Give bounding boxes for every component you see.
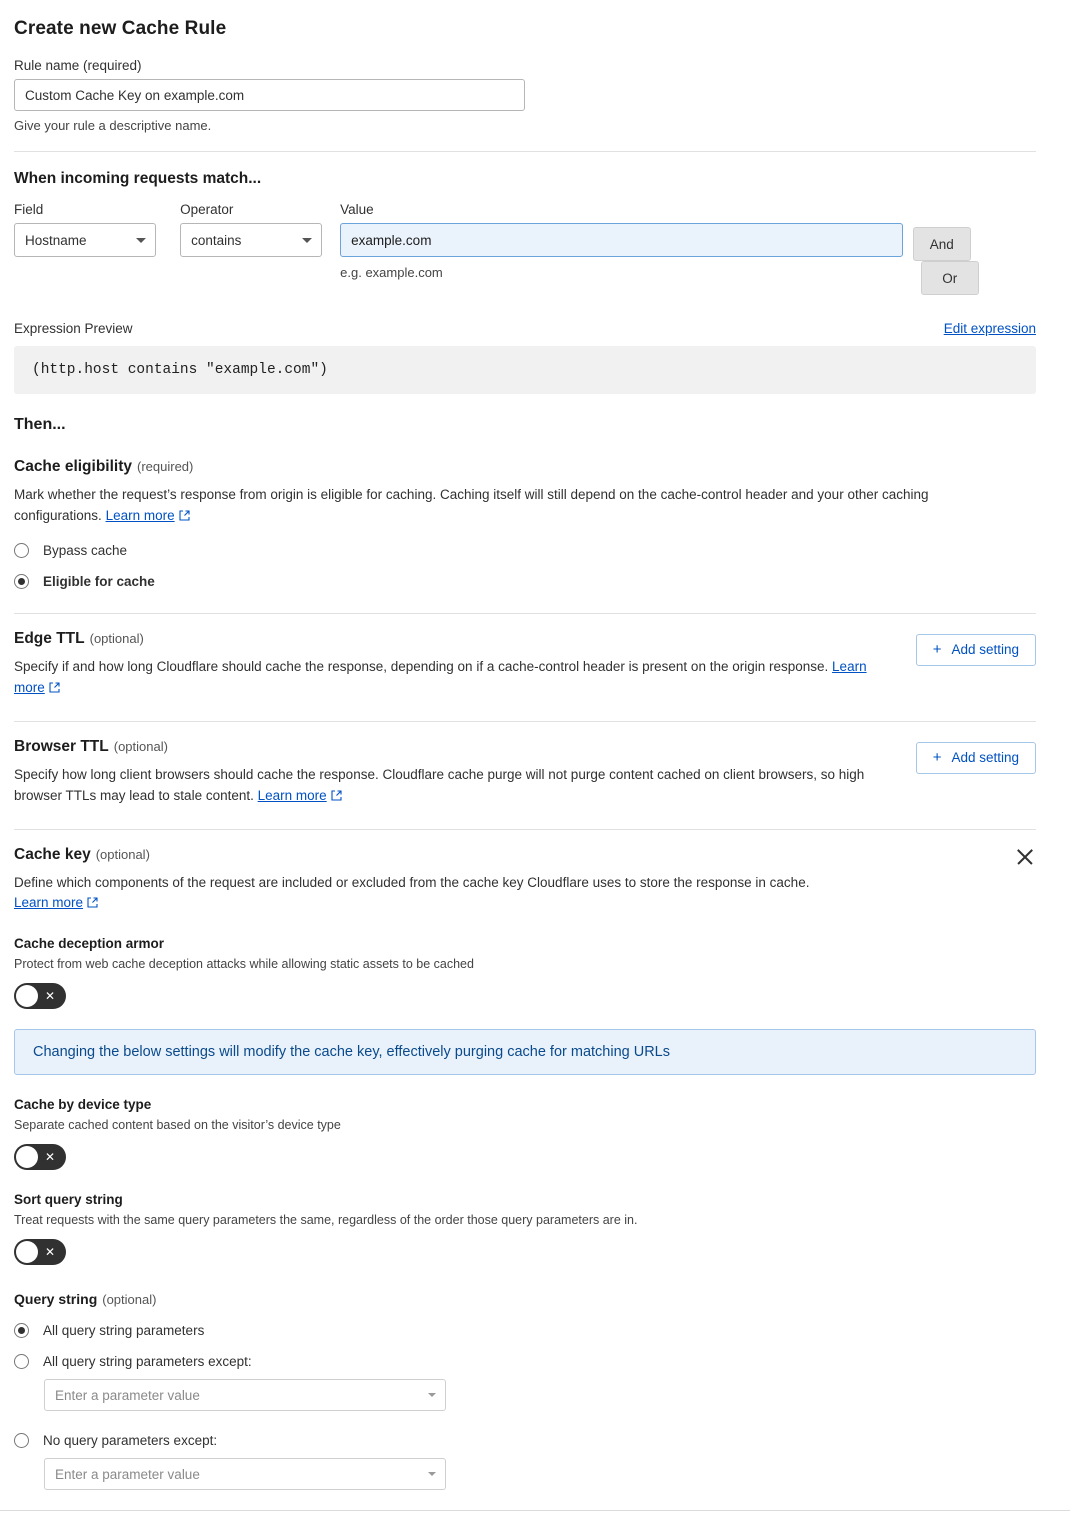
- cache-key-description-text: Define which components of the request are included or excluded from the cache key Cloudflare uses to store the response in cache.: [14, 874, 810, 890]
- field-select-value: Hostname: [25, 232, 87, 248]
- toggle-knob: [16, 985, 38, 1007]
- operator-select[interactable]: [180, 223, 322, 257]
- browser-ttl-tag: (optional): [113, 738, 168, 754]
- cache-key-remove-icon[interactable]: [1014, 846, 1036, 868]
- edge-ttl-learn-more[interactable]: Learn more: [14, 658, 867, 695]
- toggle-off-icon: ✕: [44, 1245, 55, 1260]
- page-title: Create new Cache Rule: [14, 18, 227, 39]
- rule-name-group: [14, 58, 1036, 133]
- cache-by-device-type-title: Cache by device type: [14, 1097, 152, 1113]
- toggle-off-icon: ✕: [44, 989, 55, 1004]
- operator-label: Operator: [180, 202, 234, 217]
- edge-ttl-add-setting-label: Add setting: [951, 642, 1019, 658]
- cache-eligibility-title: Cache eligibility: [14, 458, 133, 475]
- logic-buttons: [913, 202, 1036, 295]
- query-string-tag: (optional): [102, 1292, 157, 1308]
- matcher-row: [14, 202, 1036, 295]
- or-button[interactable]: Or: [921, 261, 979, 295]
- cache-eligibility-description-text: Mark whether the request’s response from origin is eligible for caching. Caching itself will still depend on the cache-control header and your other caching configurations.: [14, 487, 929, 523]
- cache-by-device-type-description: Separate cached content based on the visitor’s device type: [14, 1118, 341, 1133]
- all-except-parameter-select[interactable]: [44, 1379, 446, 1411]
- browser-ttl-title: Browser TTL: [14, 737, 109, 755]
- external-link-icon: [179, 510, 190, 521]
- rule-name-label: Rule name (required): [14, 58, 142, 73]
- cache-deception-armor-toggle[interactable]: [14, 983, 66, 1009]
- chevron-down-icon: [302, 238, 312, 243]
- radio-no-query-parameters-except[interactable]: [14, 1433, 1036, 1448]
- browser-ttl-add-setting-button[interactable]: [916, 742, 1036, 774]
- browser-ttl-learn-more[interactable]: Learn more: [257, 787, 327, 803]
- value-hint: e.g. example.com: [340, 265, 443, 280]
- edge-ttl-description: [14, 657, 894, 699]
- edge-ttl-description-text: Specify if and how long Cloudflare should cache the response, depending on if a cache-control header is present on the origin response.: [14, 658, 829, 674]
- radio-eligible-for-cache-label: Eligible for cache: [43, 573, 155, 589]
- browser-ttl-description: [14, 765, 894, 807]
- sort-query-string-title: Sort query string: [14, 1192, 123, 1208]
- rule-name-input[interactable]: [14, 79, 525, 111]
- toggle-knob: [16, 1241, 38, 1263]
- radio-icon-selected: [14, 1323, 29, 1338]
- cache-key-learn-more[interactable]: Learn more: [14, 895, 84, 911]
- plus-icon: +: [932, 749, 942, 767]
- radio-bypass-cache[interactable]: [14, 543, 1036, 558]
- radio-no-query-parameters-except-label: No query parameters except:: [43, 1433, 218, 1449]
- radio-icon: [14, 1433, 29, 1448]
- cache-eligibility-learn-more[interactable]: Learn more: [105, 507, 175, 523]
- match-heading: When incoming requests match...: [14, 170, 262, 187]
- cache-by-device-type-toggle[interactable]: [14, 1144, 66, 1170]
- divider-3: [14, 721, 1036, 722]
- external-link-icon: [331, 790, 342, 801]
- no-except-parameter-placeholder: Enter a parameter value: [55, 1466, 200, 1482]
- edge-ttl-tag: (optional): [89, 630, 144, 646]
- browser-ttl-heading: [14, 738, 894, 756]
- and-button[interactable]: And: [913, 227, 971, 261]
- radio-all-query-string-parameters-except-label: All query string parameters except:: [43, 1354, 252, 1370]
- cache-eligibility-description: [14, 485, 1014, 527]
- toggle-off-icon: ✕: [44, 1150, 55, 1165]
- radio-all-query-string-parameters-except[interactable]: [14, 1354, 1036, 1369]
- cache-eligibility-section: [14, 458, 1036, 476]
- value-column: [340, 202, 903, 280]
- radio-all-query-string-parameters[interactable]: [14, 1323, 1036, 1338]
- radio-icon: [14, 1354, 29, 1369]
- cache-eligibility-tag: (required): [137, 459, 194, 474]
- cache-key-title: Cache key: [14, 845, 91, 863]
- radio-eligible-for-cache[interactable]: [14, 574, 1036, 589]
- toggle-knob: [16, 1146, 38, 1168]
- query-string-title: Query string: [14, 1291, 98, 1308]
- chevron-down-icon: [136, 238, 146, 243]
- edge-ttl-add-setting-button[interactable]: [916, 634, 1036, 666]
- edge-ttl-section: [14, 630, 1036, 699]
- bottom-bar: [0, 1510, 1070, 1520]
- cache-key-heading: [14, 846, 809, 864]
- external-link-icon: [87, 897, 98, 908]
- browser-ttl-description-text: Specify how long client browsers should cache the response. Cloudflare cache purge will not purge content cached on client browsers, so high browser TTLs may lead to stale content.: [14, 766, 865, 803]
- chevron-down-icon: [428, 1393, 436, 1397]
- divider-4: [14, 829, 1036, 830]
- cache-deception-armor-title: Cache deception armor: [14, 936, 165, 952]
- expression-header: [14, 321, 1036, 336]
- cache-key-section: [14, 846, 1036, 915]
- cache-key-tag: (optional): [95, 846, 150, 862]
- plus-icon: +: [932, 641, 942, 659]
- edge-ttl-title: Edge TTL: [14, 629, 85, 647]
- edit-expression-link[interactable]: Edit expression: [943, 321, 1036, 336]
- value-input[interactable]: [340, 223, 903, 257]
- all-except-parameter-placeholder: Enter a parameter value: [55, 1387, 200, 1403]
- sort-query-string-description: Treat requests with the same query parameters the same, regardless of the order those query parameters are in.: [14, 1213, 638, 1228]
- external-link-icon: [49, 682, 60, 693]
- then-heading: Then...: [14, 416, 66, 433]
- field-select[interactable]: [14, 223, 156, 257]
- radio-bypass-cache-label: Bypass cache: [43, 542, 128, 558]
- radio-icon: [14, 543, 29, 558]
- expression-preview-label: Expression Preview: [14, 321, 133, 336]
- chevron-down-icon: [428, 1472, 436, 1476]
- field-column: [14, 202, 156, 257]
- expression-preview-code: (http.host contains "example.com"): [14, 346, 1036, 394]
- divider-2: [14, 613, 1036, 614]
- query-string-heading: [14, 1291, 1036, 1307]
- radio-icon-selected: [14, 574, 29, 589]
- field-label: Field: [14, 202, 44, 217]
- radio-all-query-string-parameters-label: All query string parameters: [43, 1323, 205, 1339]
- no-except-parameter-select[interactable]: [44, 1458, 446, 1490]
- edge-ttl-heading: [14, 630, 894, 648]
- cache-key-description: [14, 873, 809, 915]
- operator-column: [180, 202, 322, 257]
- sort-query-string-toggle[interactable]: [14, 1239, 66, 1265]
- operator-select-value: contains: [191, 232, 242, 248]
- value-label: Value: [340, 202, 374, 217]
- rule-name-help: Give your rule a descriptive name.: [14, 118, 212, 133]
- browser-ttl-add-setting-label: Add setting: [951, 750, 1019, 766]
- browser-ttl-section: [14, 738, 1036, 807]
- cache-deception-armor-description: Protect from web cache deception attacks while allowing static assets to be cached: [14, 957, 474, 972]
- divider-1: [14, 151, 1036, 152]
- cache-key-notice: Changing the below settings will modify the cache key, effectively purging cache for matching URLs: [14, 1029, 1036, 1075]
